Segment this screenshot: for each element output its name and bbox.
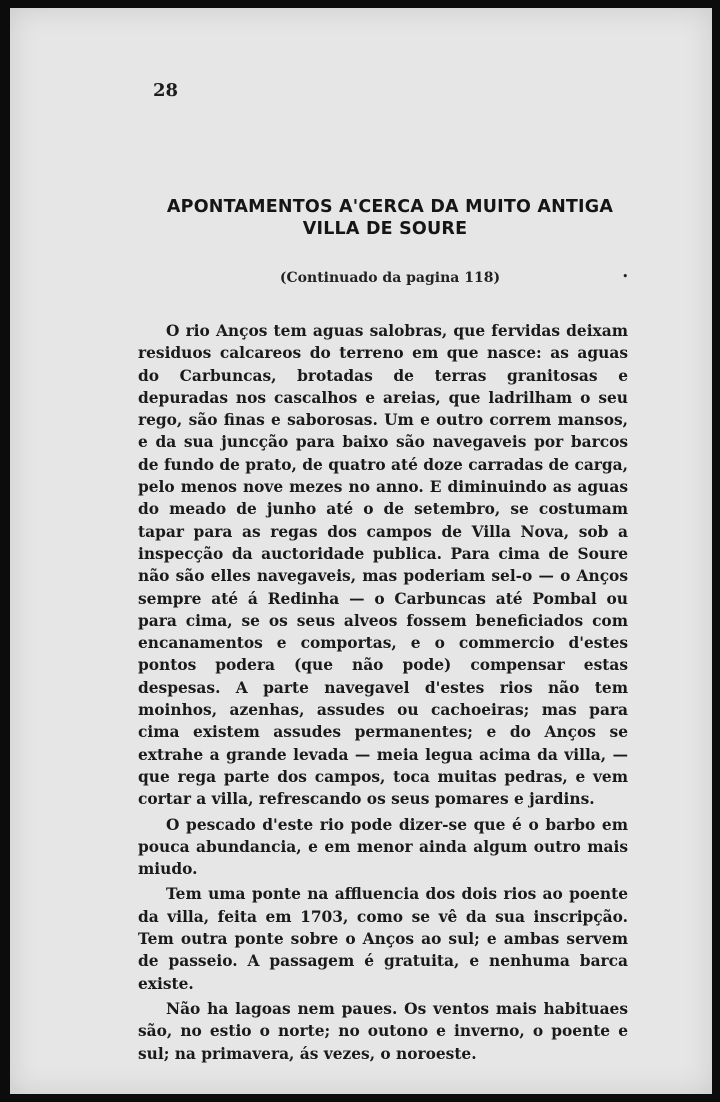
page-number: 28 — [153, 80, 179, 101]
article-title-line-1: APONTAMENTOS A'CERCA DA MUITO ANTIGA — [166, 197, 614, 217]
article-title-line-2: VILLA DE SOURE — [302, 219, 468, 239]
paragraph-rivers: O rio Anços tem aguas salobras, que fervidas deixam residuos calcareos do terreno em que nasce: as aguas do Carbuncas, brotadas de terras granitosas e depuradas nos cascalhos e areias, que ladrilham o seu rego, são finas e saborosas. Um e outro correm mansos, e da sua juncção para baixo são navegaveis por barcos de fundo de prato, de quatro até doze carradas de carga, pelo menos nove mezes no anno. E diminuindo as aguas do meado de junho até o de setembro, se costumam tapar para as regas dos campos de Villa Nova, sob a inspecção da auctoridade publica. Para cima de Soure não são elles navegaveis, mas poderiam sel-o — o Anços sempre até á Redinha — o Carbuncas até Pombal ou para cima, se os seus alveos fossem beneficiados com encanamentos e comportas, e o commercio d'estes pontos podera (que não pode) compensar estas despesas. A parte navegavel d'estes rios não tem moinhos, azenhas, assudes ou cachoeiras; mas para cima existem assudes permanentes; e do Anços se extrahe a grande levada — meia legua acima da villa, — que rega parte dos campos, toca muitas pedras, e vem cortar a villa, refrescando os seus pomares e jardins. — [138, 322, 628, 809]
article-body — [138, 320, 628, 1068]
document-page — [10, 8, 712, 1094]
paragraph-winds: Não ha lagoas nem paues. Os ventos mais habituaes são, no estio o norte; no outono e inverno, o poente e sul; na primavera, ás vezes, o noroeste. — [138, 999, 628, 1063]
print-speck: • — [622, 270, 629, 283]
paragraph-fish: O pescado d'este rio pode dizer-se que é o barbo em pouca abundancia, e em menor ainda algum outro mais miudo. — [138, 815, 628, 879]
paragraph-bridges: Tem uma ponte na affluencia dos dois rios ao poente da villa, feita em 1703, como se vê da sua inscripção. Tem outra ponte sobre o Anços ao sul; e ambas servem de passeio. A passagem é gratuita, e nenhuma barca existe. — [138, 885, 628, 993]
continuation-note: (Continuado da pagina 118) — [279, 270, 501, 286]
